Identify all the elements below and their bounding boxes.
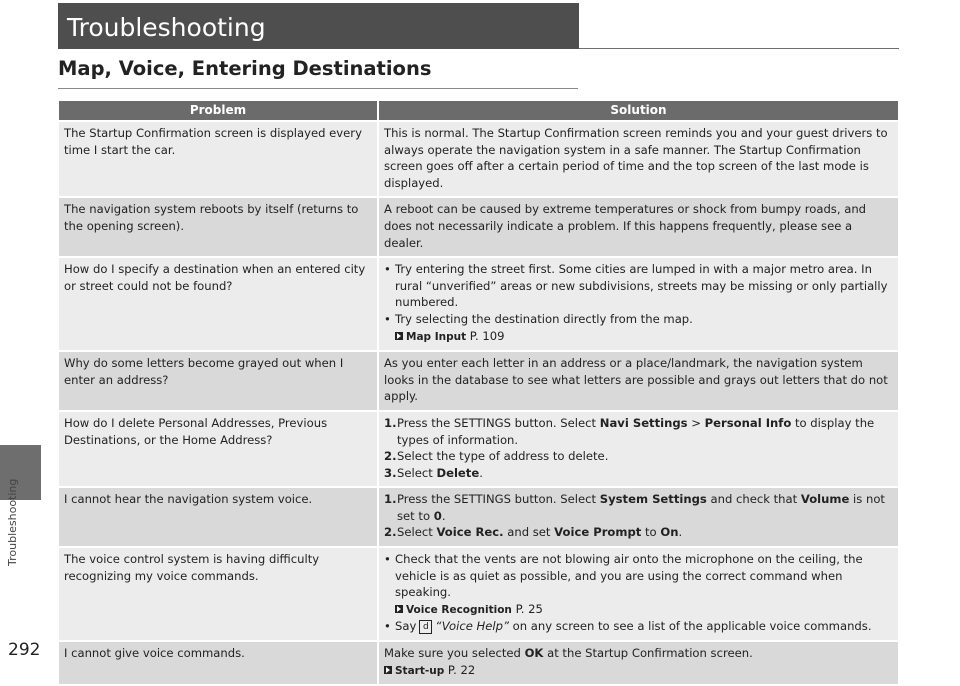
solution-bullet: • Try entering the street first. Some cities are lumped in with a major metro area. In rural “unverified” areas or new subdivisions, streets may be missing or only partially numbered.	[384, 262, 888, 310]
problem-cell: How do I specify a destination when an entered city or street could not be found?	[59, 258, 377, 350]
subtitle-rule	[58, 88, 578, 89]
header-solution: Solution	[379, 101, 898, 120]
solution-cell	[379, 258, 898, 350]
title-bar	[58, 3, 579, 49]
page-title: Troubleshooting	[67, 13, 266, 42]
table-row	[59, 258, 898, 350]
solution-step: 2. Select Voice Rec. and set Voice Prompt to On.	[384, 525, 683, 540]
solution-cell	[379, 412, 898, 486]
solution-cell: Make sure you selected OK at the Startup Confirmation screen. Start-up P. 22	[379, 642, 898, 684]
page-reference[interactable]: Voice Recognition P. 25	[395, 601, 893, 619]
solution-cell: As you enter each letter in an address or a place/landmark, the navigation system looks in the database to see what letters are possible and grays out letters that do not apply.	[379, 352, 898, 410]
solution-bullet: • Say d “Voice Help” on any screen to see a list of the applicable voice commands.	[384, 619, 872, 634]
solution-cell: This is normal. The Startup Confirmation screen reminds you and your guest drivers to always operate the navigation system in a safe manner. The Startup Confirmation screen goes off after a certain period of time and the top screen of the last mode is displayed.	[379, 122, 898, 196]
solution-step: 3. Select Delete.	[384, 465, 483, 480]
table-row	[59, 198, 898, 256]
talk-button-icon: d	[419, 620, 432, 634]
header-problem: Problem	[59, 101, 377, 120]
problem-cell: I cannot give voice commands.	[59, 642, 377, 684]
table-row	[59, 548, 898, 640]
solution-step: 1. Press the SETTINGS button. Select System Settings and check that Volume is not set to 0.	[384, 492, 885, 523]
table-row	[59, 352, 898, 410]
reference-arrow-icon	[395, 605, 403, 613]
page-reference[interactable]: Start-up P. 22	[384, 662, 893, 680]
title-rule	[579, 48, 899, 49]
solution-cell	[379, 548, 898, 640]
problem-cell: I cannot hear the navigation system voice.	[59, 488, 377, 546]
side-label: Troubleshooting	[6, 478, 19, 566]
problem-cell: The voice control system is having difficulty recognizing my voice commands.	[59, 548, 377, 640]
reference-arrow-icon	[395, 332, 403, 340]
table-row	[59, 412, 898, 486]
solution-cell	[379, 488, 898, 546]
problem-cell: The navigation system reboots by itself (returns to the opening screen).	[59, 198, 377, 256]
table-row	[59, 122, 898, 196]
problem-cell: Why do some letters become grayed out when I enter an address?	[59, 352, 377, 410]
section-subtitle: Map, Voice, Entering Destinations	[58, 57, 432, 80]
page-reference[interactable]: Map Input P. 109	[395, 328, 893, 346]
solution-step: 2. Select the type of address to delete.	[384, 449, 609, 464]
problem-cell: The Startup Confirmation screen is displayed every time I start the car.	[59, 122, 377, 196]
table-row	[59, 488, 898, 546]
problem-cell: How do I delete Personal Addresses, Previous Destinations, or the Home Address?	[59, 412, 377, 486]
reference-arrow-icon	[384, 666, 392, 674]
solution-bullet: • Try selecting the destination directly from the map. Map Input P. 109	[384, 311, 893, 345]
page-number: 292	[8, 640, 41, 660]
solution-bullet: • Check that the vents are not blowing air onto the microphone on the ceiling, the vehicle is as quiet as possible, and you are using the correct command when speaking. Voice Recognition P. 25	[384, 551, 893, 618]
troubleshooting-table	[57, 99, 900, 686]
solution-cell: A reboot can be caused by extreme temperatures or shock from bumpy roads, and does not necessarily indicate a problem. If this happens frequently, please see a dealer.	[379, 198, 898, 256]
table-header	[59, 101, 898, 120]
solution-step: 1. Press the SETTINGS button. Select Navi Settings > Personal Info to display the types of information.	[384, 415, 875, 447]
